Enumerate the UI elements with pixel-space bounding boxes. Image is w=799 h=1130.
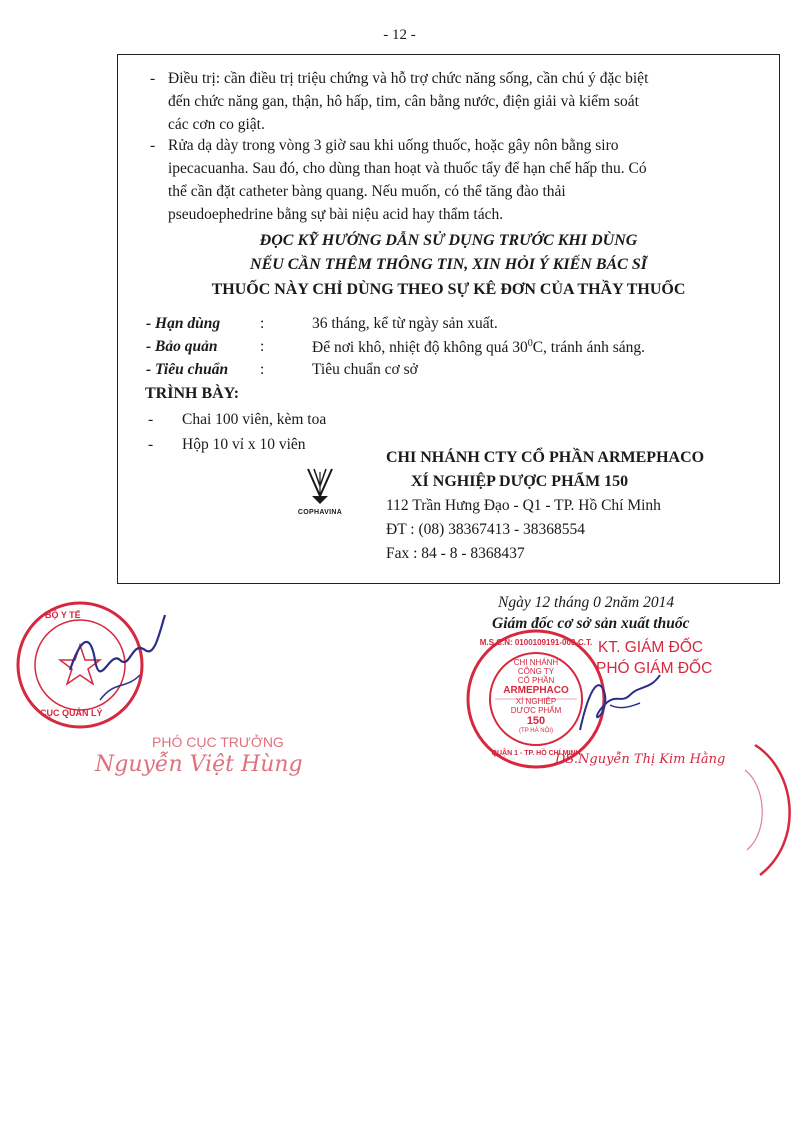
bullet-line: đến chức năng gan, thận, hô hấp, tim, cân bằng nước, điện giải và kiểm soát <box>168 93 639 110</box>
bullet-line: ipecacuanha. Sau đó, cho dùng than hoạt và thuốc tẩy để hạn chế hấp thu. Có <box>168 160 647 177</box>
company-line-2: XÍ NGHIỆP DƯỢC PHẨM 150 <box>411 473 629 490</box>
spec-colon: : <box>260 361 265 378</box>
cophavina-logo-icon <box>290 466 350 506</box>
signoff-date: Ngày 12 tháng 0 2năm 2014 <box>498 594 675 611</box>
spec-label-shelf-life: - Hạn dùng <box>146 315 221 332</box>
official-title: PHÓ CỤC TRƯỞNG <box>152 734 284 750</box>
bullet-line: Rửa dạ dày trong vòng 3 giờ sau khi uống thuốc, hoặc gây nôn bằng siro <box>168 137 619 154</box>
edge-seal-fragment <box>735 740 799 880</box>
presentation-dash: - <box>148 411 154 428</box>
warning-read-instructions: ĐỌC KỸ HƯỚNG DẪN SỬ DỤNG TRƯỚC KHI DÙNG <box>259 232 638 249</box>
storage-text-end: C, tránh ánh sáng. <box>532 339 646 357</box>
bullet-dash: - <box>150 70 156 87</box>
ministry-seal-bottom: CỤC QUẢN LÝ <box>40 708 103 718</box>
signoff-director-title: Giám đốc cơ sở sản xuất thuốc <box>492 615 690 632</box>
presentation-item-box: Hộp 10 vỉ x 10 viên <box>182 436 306 453</box>
seal-line: CHI NHÁNH <box>513 658 559 667</box>
seal-line: CÔNG TY <box>517 667 555 676</box>
storage-text: Để nơi khô, nhiệt độ không quá 30 <box>312 339 528 357</box>
warning-ask-doctor: NẾU CẦN THÊM THÔNG TIN, XIN HỎI Ý KIẾN BÁC SĨ <box>250 256 647 273</box>
company-phone: ĐT : (08) 38367413 - 38368554 <box>386 521 586 538</box>
logo-text: COPHAVINA <box>297 509 343 516</box>
presentation-dash: - <box>148 436 154 453</box>
signer-name: DS.Nguyễn Thị Kim Hằng <box>555 752 726 767</box>
treatment-bullet-1 <box>150 67 765 136</box>
bullet-line: các cơn co giật. <box>168 116 265 133</box>
bullet-dash: - <box>150 137 156 154</box>
company-line-1: CHI NHÁNH CTY CỔ PHẦN ARMEPHACO <box>386 449 705 466</box>
signoff-red-title-1: KT. GIÁM ĐỐC <box>598 639 704 656</box>
presentation-heading: TRÌNH BÀY: <box>145 385 240 402</box>
seal-line: 150 <box>526 715 546 727</box>
warning-prescription-only: THUỐC NÀY CHỈ DÙNG THEO SỰ KÊ ĐƠN CỦA THẦY THUỐC <box>211 281 686 298</box>
ministry-seal-top: BỘ Y TẾ <box>45 610 81 620</box>
spec-label-storage: - Bảo quản <box>146 338 218 355</box>
signoff-red-title-2: PHÓ GIÁM ĐỐC <box>596 660 713 677</box>
spec-value-shelf-life: 36 tháng, kể từ ngày sản xuất. <box>312 315 498 332</box>
bullet-line: pseudoephedrine bằng sự bài niệu acid hay thẩm tách. <box>168 206 504 223</box>
cophavina-logo <box>290 466 350 516</box>
bullet-line: thể cần đặt catheter bàng quang. Nếu muốn, có thể tăng đào thải <box>168 183 566 200</box>
seal-line: XÍ NGHIỆP <box>515 697 557 706</box>
page-number: - 12 - <box>383 27 416 43</box>
seal-ring-bottom-text: QUẬN 1 - TP. HỒ CHÍ MINH <box>491 750 581 757</box>
spec-label-standard: - Tiêu chuẩn <box>146 361 229 378</box>
seal-line: DƯỢC PHẨM <box>510 706 562 715</box>
seal-line: ARMEPHACO <box>503 685 569 696</box>
official-signature <box>60 610 170 720</box>
seal-line: CỔ PHẦN <box>517 676 555 685</box>
official-name: Nguyễn Việt Hùng <box>95 752 303 777</box>
company-address: 112 Trần Hưng Đạo - Q1 - TP. Hồ Chí Minh <box>386 497 661 514</box>
spec-value-storage <box>312 338 645 357</box>
degree-sup: 0 <box>527 338 533 349</box>
spec-value-standard: Tiêu chuẩn cơ sở <box>312 361 418 378</box>
director-signature <box>560 665 680 740</box>
spec-colon: : <box>260 338 265 355</box>
presentation-item-bottle: Chai 100 viên, kèm toa <box>182 411 327 428</box>
seal-ring-text: M.S.C.N: 0100109191-003-C.T. <box>479 638 593 647</box>
bullet-line: Điều trị: cần điều trị triệu chứng và hỗ trợ chức năng sống, cần chú ý đặc biệt <box>168 70 649 87</box>
treatment-bullet-2 <box>150 134 765 226</box>
company-fax: Fax : 84 - 8 - 8368437 <box>386 545 525 562</box>
spec-colon: : <box>260 315 265 332</box>
seal-line: (TP HÀ NỘI) <box>519 728 553 734</box>
